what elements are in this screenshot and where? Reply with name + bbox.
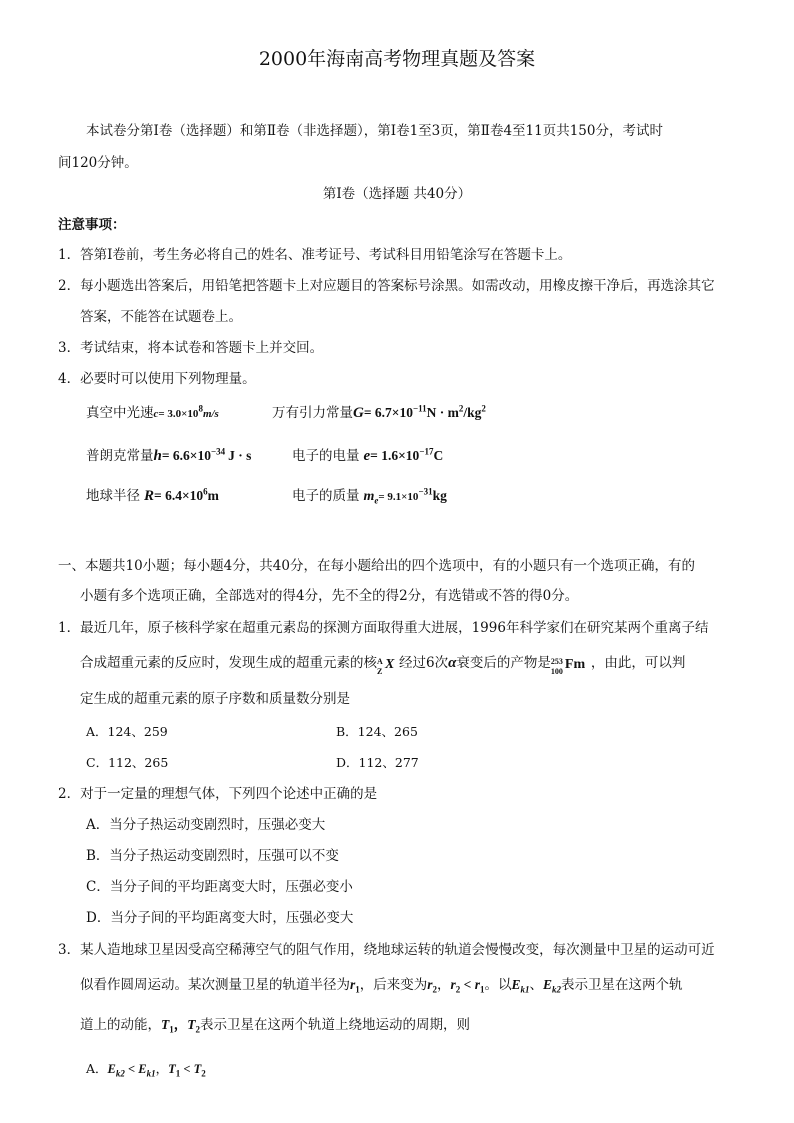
constant-unit: N · m bbox=[426, 405, 459, 420]
constant-exponent: −34 bbox=[210, 446, 226, 457]
constant-unit: J · s bbox=[228, 448, 252, 463]
nuclide-Fm bbox=[550, 655, 591, 676]
q1-line-3: 定生成的超重元素的原子序数和质量数分别是 bbox=[80, 691, 350, 707]
q2-option-b: B．当分子热运动变剧烈时，压强可以不变 bbox=[86, 848, 339, 864]
constant-symbol: h bbox=[153, 448, 162, 464]
subscript: k2 bbox=[115, 1068, 125, 1079]
mass-number: A bbox=[377, 656, 383, 666]
separator: ， bbox=[155, 1061, 169, 1076]
r-symbol: r bbox=[450, 977, 456, 992]
constant-c bbox=[86, 404, 219, 423]
q3-line-2 bbox=[80, 976, 683, 994]
constant-symbol: R bbox=[144, 488, 155, 504]
Ek-symbol: E bbox=[138, 1062, 147, 1076]
T-symbol: T bbox=[168, 1062, 176, 1076]
constant-h bbox=[86, 447, 251, 465]
constant-exponent: −31 bbox=[418, 486, 433, 497]
constant-exponent: 6 bbox=[203, 486, 208, 497]
q1-line-1: 1．最近几年，原子核科学家在超重元素岛的探测方面取得重大进展，1996年科学家们在研究某两个重离子结 bbox=[58, 620, 709, 636]
subscript: 2 bbox=[432, 984, 438, 995]
subscript: 2 bbox=[455, 984, 461, 995]
constant-label: 地球半径 bbox=[86, 488, 140, 504]
q1-option-b: B．124、265 bbox=[336, 724, 418, 739]
constant-unit-tail-exponent: 2 bbox=[481, 403, 486, 414]
constant-value: = 9.1×10 bbox=[378, 491, 419, 503]
constant-label: 普朗克常量 bbox=[86, 448, 154, 464]
q3-text: ，后来变为 bbox=[359, 977, 428, 993]
Ek-symbol: E bbox=[511, 977, 521, 992]
constant-R bbox=[86, 487, 219, 505]
subscript: 1 bbox=[480, 984, 485, 995]
r2-symbol: r bbox=[427, 977, 433, 992]
T-symbol: T bbox=[193, 1062, 202, 1076]
subscript: 2 bbox=[195, 1024, 200, 1035]
q3-text: 似看作圆周运动。某次测量卫星的轨道半径为 bbox=[80, 977, 350, 993]
section-1-heading: 第Ⅰ卷（选择题 共40分） bbox=[322, 186, 472, 202]
constant-label: 真空中光速 bbox=[86, 405, 154, 421]
constant-label: 电子的电量 bbox=[292, 448, 360, 464]
subscript: 1 bbox=[355, 984, 360, 995]
constant-value: = 6.6×10 bbox=[161, 448, 211, 463]
part1-line-2: 小题有多个选项正确，全部选对的得4分，先不全的得2分，有选错或不答的得0分。 bbox=[80, 588, 579, 604]
atomic-number: Z bbox=[377, 666, 383, 676]
q3-text: 、 bbox=[529, 977, 544, 993]
q3-text: 道上的动能， bbox=[80, 1017, 161, 1033]
Ek-symbol: E bbox=[543, 977, 553, 992]
q3-text: ， bbox=[437, 977, 451, 993]
mass-number: 253 bbox=[550, 656, 563, 666]
note-item: 1．答第Ⅰ卷前，考生务必将自己的姓名、准考证号、考试科目用铅笔涂写在答题卡上。 bbox=[58, 247, 572, 263]
q1-text: 合成超重元素的反应时，发现生成的超重元素的核 bbox=[80, 655, 377, 671]
note-item: 4．必要时可以使用下列物理量。 bbox=[58, 371, 256, 387]
constant-unit-tail: /kg bbox=[463, 405, 482, 420]
q2-option-c: C．当分子间的平均距离变大时，压强必变小 bbox=[86, 879, 353, 895]
q1-text: 经过6次 bbox=[399, 655, 449, 671]
option-label: A． bbox=[86, 1061, 108, 1076]
q3-line-1: 3．某人造地球卫星因受高空稀薄空气的阻气作用，绕地球运转的轨道会慢慢改变，每次测量中卫星的运动可近 bbox=[58, 942, 715, 958]
part1-line-1: 一、本题共10小题；每小题4分，共40分，在每小题给出的四个选项中，有的小题只有一个选项正确，有的 bbox=[58, 558, 695, 574]
q2-option-a: A．当分子热运动变剧烈时，压强必变大 bbox=[86, 817, 326, 833]
q3-line-3 bbox=[80, 1016, 470, 1034]
constant-unit-exponent: 2 bbox=[458, 403, 464, 414]
constant-value: = 6.4×10 bbox=[154, 488, 204, 503]
subscript: 2 bbox=[201, 1068, 206, 1079]
less-than: < bbox=[124, 1062, 139, 1076]
note-item: 2．每小题选出答案后，用铅笔把答题卡上对应题目的答案标号涂黑。如需改动，用橡皮擦干净后，再选涂其它 bbox=[58, 278, 715, 294]
constant-me bbox=[292, 487, 447, 506]
constant-e bbox=[292, 447, 443, 465]
constant-unit: C bbox=[433, 448, 444, 463]
constant-exponent: −17 bbox=[419, 446, 434, 457]
intro-line-2: 间120分钟。 bbox=[58, 155, 138, 171]
less-than: < bbox=[460, 977, 475, 992]
constant-G bbox=[272, 404, 486, 422]
constant-label: 电子的质量 bbox=[292, 488, 360, 504]
q1-option-a: A．124、259 bbox=[86, 724, 168, 739]
constant-unit: kg bbox=[432, 488, 447, 503]
nuclide-symbol: X bbox=[385, 656, 395, 672]
constant-unit: m bbox=[207, 488, 219, 503]
q3-text: 。以 bbox=[484, 977, 512, 993]
subscript: k1 bbox=[520, 984, 530, 995]
q1-text: ，由此，可以判 bbox=[590, 655, 686, 671]
constant-label: 万有引力常量 bbox=[272, 405, 353, 421]
constant-value: = 6.7×10 bbox=[363, 405, 413, 420]
comma: ， bbox=[173, 1017, 188, 1032]
q1-option-c: C．112、265 bbox=[86, 755, 169, 770]
intro-line-1: 本试卷分第Ⅰ卷（选择题）和第Ⅱ卷（非选择题），第Ⅰ卷1至3页，第Ⅱ卷4至11页共150分，考试时 bbox=[86, 123, 663, 139]
q2-stem: 2．对于一定量的理想气体，下列四个论述中正确的是 bbox=[58, 786, 378, 802]
q1-line-2 bbox=[80, 654, 686, 676]
constant-value: = 1.6×10 bbox=[370, 448, 420, 463]
Ek-symbol: E bbox=[107, 1062, 116, 1076]
q3-text: 表示卫星在这两个轨 bbox=[561, 977, 683, 993]
constant-subscript: e bbox=[374, 495, 379, 506]
constant-unit: m/s bbox=[202, 408, 219, 420]
subscript: k2 bbox=[552, 984, 562, 995]
constant-value: = 3.0×10 bbox=[158, 408, 199, 420]
constant-symbol: e bbox=[363, 448, 371, 464]
q1-option-d: D．112、277 bbox=[336, 755, 419, 770]
page-title: 2000年海南高考物理真题及答案 bbox=[258, 48, 536, 70]
note-item: 答案，不能答在试题卷上。 bbox=[80, 309, 242, 325]
T-symbol: T bbox=[161, 1017, 170, 1032]
notes-heading: 注意事项： bbox=[58, 217, 126, 233]
constant-exponent: 8 bbox=[198, 403, 203, 414]
constant-symbol: G bbox=[353, 405, 364, 421]
nuclide-symbol: Fm bbox=[564, 656, 586, 672]
subscript: 1 bbox=[175, 1068, 181, 1079]
less-than: < bbox=[180, 1062, 194, 1076]
T-symbol: T bbox=[187, 1017, 196, 1032]
q3-option-a bbox=[86, 1060, 206, 1078]
q3-text: 表示卫星在这两个轨道上绕地运动的周期，则 bbox=[200, 1017, 470, 1033]
constant-symbol: c bbox=[153, 408, 159, 420]
nuclide-X bbox=[377, 655, 399, 676]
constant-exponent: −11 bbox=[412, 403, 427, 414]
subscript: k1 bbox=[146, 1068, 156, 1079]
subscript: 1 bbox=[169, 1024, 174, 1035]
q2-option-d: D．当分子间的平均距离变大时，压强必变大 bbox=[86, 910, 354, 926]
constant-symbol: m bbox=[363, 489, 375, 504]
alpha-symbol: α bbox=[448, 655, 457, 671]
atomic-number: 100 bbox=[550, 666, 563, 676]
q1-text: 衰变后的产物是 bbox=[456, 655, 551, 671]
note-item: 3．考试结束，将本试卷和答题卡上并交回。 bbox=[58, 340, 324, 356]
r1-symbol: r bbox=[350, 977, 356, 992]
r-symbol: r bbox=[474, 977, 481, 992]
